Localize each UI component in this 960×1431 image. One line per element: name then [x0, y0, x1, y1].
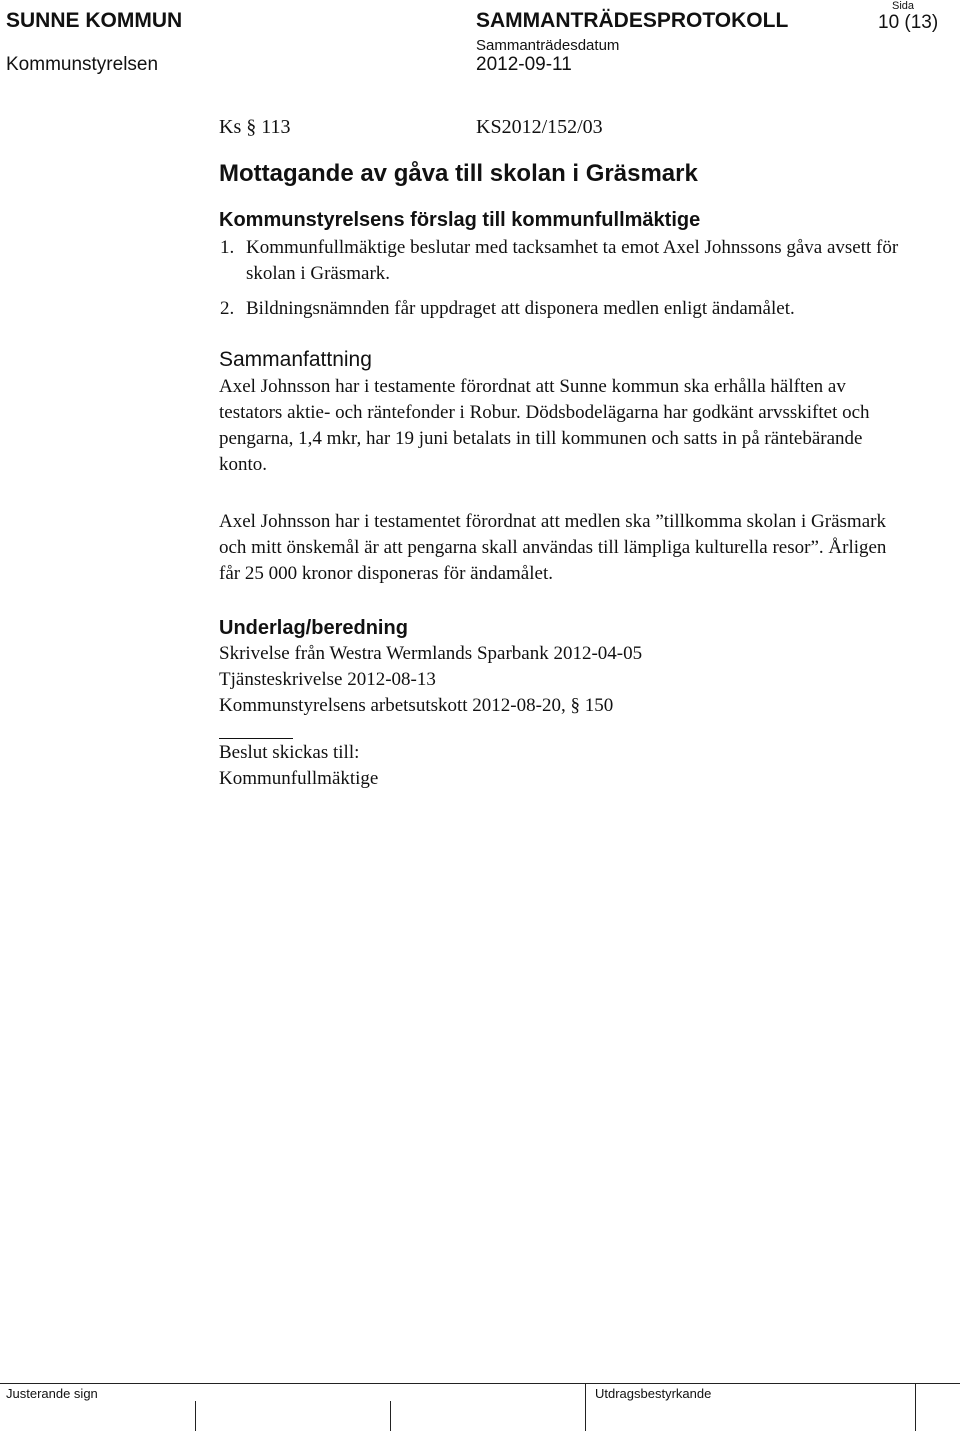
case-number: KS2012/152/03	[476, 116, 603, 138]
proposal-item-text: Kommunfullmäktige beslutar med tacksamhet ta emot Axel Johnssons gåva avsett för skolan i Gräsmark.	[246, 237, 899, 284]
distribution-recipient: Kommunfullmäktige	[219, 768, 379, 789]
page-label: Sida	[892, 0, 915, 12]
footer-divider	[585, 1383, 586, 1431]
justerande-label: Justerande sign	[6, 1386, 98, 1401]
date-label: Sammanträdesdatum	[476, 37, 620, 54]
basis-heading: Underlag/beredning	[219, 617, 408, 639]
page-number: 10 (13)	[878, 12, 939, 33]
proposal-item	[220, 235, 906, 287]
proposal-heading: Kommunstyrelsens förslag till kommunfullmäktige	[219, 209, 701, 231]
signature-box-divider	[195, 1401, 196, 1431]
footer-divider	[915, 1383, 916, 1431]
proposal-item-number: 2.	[220, 298, 235, 319]
proposal-item	[220, 296, 906, 322]
proposal-item-text: Bildningsnämnden får uppdraget att disponera medlen enligt ändamålet.	[246, 298, 795, 319]
summary-paragraph: Axel Johnsson har i testamentet förordnat att medlen ska ”tillkomma skolan i Gräsmark och mitt önskemål är att pengarna skall användas till lämpliga kulturella resor”. Årligen får 25 000 kronor disponeras för ändamålet.	[219, 511, 887, 584]
utdrag-label: Utdragsbestyrkande	[595, 1386, 712, 1401]
distribution-label: Beslut skickas till:	[219, 742, 360, 763]
organization-name: SUNNE KOMMUN	[6, 9, 183, 32]
footer-rule	[0, 1383, 960, 1384]
case-paragraph: Ks § 113	[219, 116, 291, 138]
document-type: SAMMANTRÄDESPROTOKOLL	[476, 9, 789, 32]
proposal-item-number: 1.	[220, 237, 235, 258]
basis-line: Skrivelse från Westra Wermlands Sparbank 2012-04-05	[219, 643, 643, 664]
summary-heading: Sammanfattning	[219, 348, 372, 371]
separator-rule	[219, 738, 293, 739]
case-title: Mottagande av gåva till skolan i Gräsmark	[219, 160, 698, 187]
committee-name: Kommunstyrelsen	[6, 54, 159, 75]
basis-line: Tjänsteskrivelse 2012-08-13	[219, 669, 436, 690]
basis-line: Kommunstyrelsens arbetsutskott 2012-08-20, § 150	[219, 695, 614, 716]
summary-paragraph: Axel Johnsson har i testamente förordnat att Sunne kommun ska erhålla hälften av testators aktie- och räntefonder i Robur. Dödsbodelägarna har godkänt arvsskiftet och pengarna, 1,4 mkr, har 19 juni betalats in till kommunen och satts in på räntebärande konto.	[219, 376, 870, 475]
signature-box-divider	[390, 1401, 391, 1431]
meeting-date: 2012-09-11	[476, 54, 572, 75]
